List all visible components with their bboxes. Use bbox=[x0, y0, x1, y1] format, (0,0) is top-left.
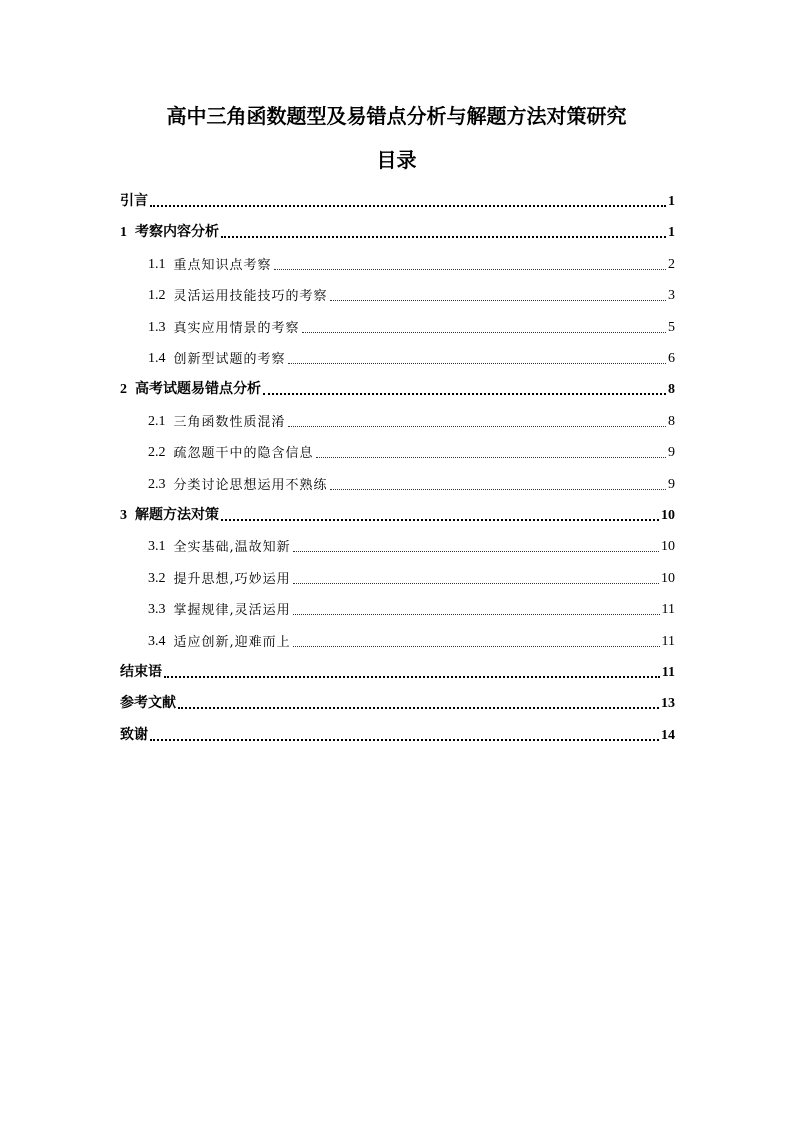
dot-leader bbox=[302, 332, 666, 333]
dot-leader bbox=[293, 614, 660, 615]
dot-leader bbox=[274, 269, 666, 270]
toc-entry-number: 1 bbox=[120, 225, 127, 241]
toc-entry-title: 参考文献 bbox=[120, 695, 176, 712]
dot-leader bbox=[288, 363, 666, 364]
toc-entry-title: 全实基础,温故知新 bbox=[173, 540, 291, 556]
toc-entry-number: 1.1 bbox=[148, 256, 166, 272]
toc-entry[interactable] bbox=[148, 558, 675, 588]
toc-entry-title: 分类讨论思想运用不熟练 bbox=[173, 477, 328, 493]
toc-entry-title: 结束语 bbox=[120, 664, 162, 680]
toc-entry[interactable] bbox=[148, 589, 675, 619]
toc-entry-page-number: 2 bbox=[668, 256, 675, 272]
toc-entry[interactable] bbox=[148, 621, 675, 651]
dot-leader bbox=[150, 205, 666, 207]
toc-entry-page-number: 3 bbox=[668, 288, 675, 304]
toc-entry[interactable] bbox=[148, 244, 675, 274]
toc-entry[interactable] bbox=[120, 181, 675, 211]
toc-entry-title: 考察内容分析 bbox=[135, 224, 219, 241]
toc-entry[interactable] bbox=[120, 652, 675, 682]
dot-leader bbox=[178, 707, 659, 709]
toc-entry-title: 真实应用情景的考察 bbox=[173, 320, 300, 336]
toc-entry-page-number: 1 bbox=[668, 194, 675, 209]
toc-entry[interactable] bbox=[148, 307, 675, 337]
dot-leader bbox=[293, 551, 659, 552]
toc-entry[interactable] bbox=[120, 369, 675, 399]
toc-entry-page-number: 13 bbox=[661, 696, 675, 712]
toc-entry-number: 2.1 bbox=[148, 413, 166, 429]
toc-entry-number: 1.2 bbox=[148, 288, 166, 304]
toc-entry-number: 1.3 bbox=[148, 319, 166, 335]
toc-entry[interactable] bbox=[120, 715, 675, 745]
toc-entry-title: 创新型试题的考察 bbox=[173, 352, 286, 367]
toc-entry[interactable] bbox=[148, 526, 675, 556]
toc-entry-page-number: 9 bbox=[668, 476, 675, 492]
toc-entry-number: 3.1 bbox=[148, 539, 166, 555]
toc-entry-page-number: 8 bbox=[668, 413, 675, 429]
dot-leader bbox=[293, 583, 659, 584]
toc-entry-number: 2.2 bbox=[148, 445, 166, 461]
toc-entry-title: 高考试题易错点分析 bbox=[135, 381, 261, 398]
toc-entry-title: 引言 bbox=[120, 193, 148, 209]
dot-leader bbox=[221, 236, 666, 238]
dot-leader bbox=[164, 676, 660, 678]
toc-heading: 目录 bbox=[376, 148, 417, 172]
toc-entry[interactable] bbox=[148, 275, 675, 305]
toc-entry-page-number: 11 bbox=[661, 602, 675, 618]
toc-entry-page-number: 5 bbox=[668, 319, 675, 335]
dot-leader bbox=[263, 393, 666, 395]
toc-entry-title: 适应创新,迎难而上 bbox=[173, 634, 291, 650]
dot-leader bbox=[221, 519, 659, 521]
toc-entry[interactable] bbox=[120, 683, 675, 713]
toc-entry[interactable] bbox=[148, 464, 675, 494]
toc-entry[interactable] bbox=[148, 338, 675, 368]
toc-entry[interactable] bbox=[120, 212, 675, 242]
toc-entry-number: 3.3 bbox=[148, 602, 166, 618]
toc-entry-title: 疏忽题干中的隐含信息 bbox=[173, 446, 314, 462]
toc-entry-page-number: 10 bbox=[661, 539, 675, 555]
toc-entry-page-number: 8 bbox=[668, 382, 675, 398]
dot-leader bbox=[150, 739, 659, 741]
dot-leader bbox=[316, 457, 666, 458]
toc-entry-number: 3 bbox=[120, 508, 127, 523]
toc-entry-number: 2 bbox=[120, 382, 127, 398]
dot-leader bbox=[288, 426, 666, 427]
toc-entry-page-number: 11 bbox=[661, 633, 675, 649]
dot-leader bbox=[293, 646, 660, 647]
toc-entry-page-number: 1 bbox=[668, 225, 675, 241]
toc-entry[interactable] bbox=[148, 432, 675, 462]
document-title: 高中三角函数题型及易错点分析与解题方法对策研究 bbox=[166, 104, 627, 128]
toc-entry-title: 三角函数性质混淆 bbox=[173, 414, 286, 430]
toc-entry-page-number: 14 bbox=[661, 727, 675, 743]
toc-entry-title: 灵活运用技能技巧的考察 bbox=[173, 289, 328, 305]
toc-entry-page-number: 9 bbox=[668, 445, 675, 461]
dot-leader bbox=[330, 300, 666, 301]
toc-entry-number: 1.4 bbox=[148, 351, 166, 366]
toc-entry-number: 3.2 bbox=[148, 570, 166, 586]
toc-entry-page-number: 10 bbox=[661, 570, 675, 586]
dot-leader bbox=[330, 489, 666, 490]
toc-entry-number: 2.3 bbox=[148, 476, 166, 492]
toc-entry-title: 掌握规律,灵活运用 bbox=[173, 603, 291, 619]
toc-entry-title: 重点知识点考察 bbox=[173, 257, 272, 273]
toc-entry-page-number: 6 bbox=[668, 351, 675, 366]
toc-entry-number: 3.4 bbox=[148, 633, 166, 649]
toc-entry-page-number: 10 bbox=[661, 508, 675, 523]
toc-entry-title: 致谢 bbox=[120, 726, 148, 743]
toc-entry-page-number: 11 bbox=[661, 665, 675, 680]
toc-entry-title: 解题方法对策 bbox=[135, 507, 219, 523]
toc-entry[interactable] bbox=[148, 401, 675, 431]
toc-entry-title: 提升思想,巧妙运用 bbox=[173, 571, 291, 587]
toc-entry[interactable] bbox=[120, 495, 675, 525]
